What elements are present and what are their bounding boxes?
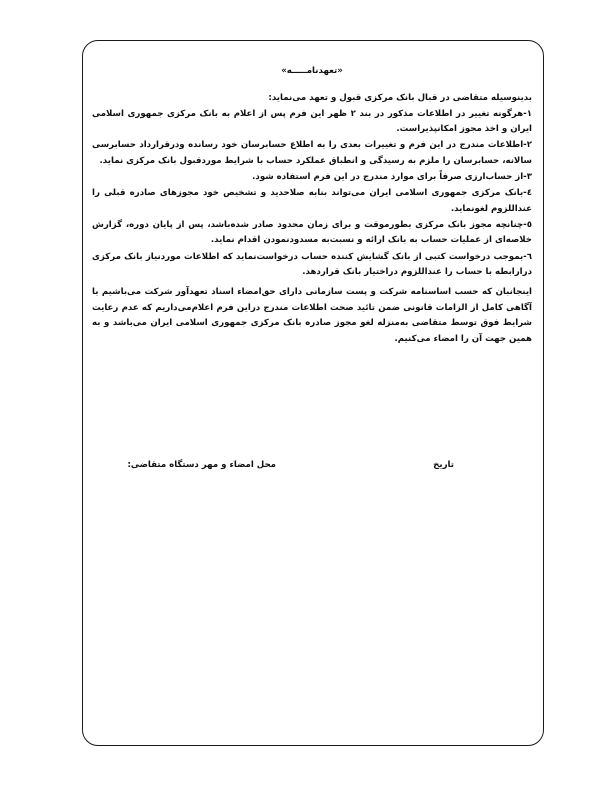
document-title: «تعهدنامـــــه» [281,66,343,76]
clause-4: ٤-بانک مرکزی جمهوری اسلامی ایران می‌تواند بنابه صلاحدید و تشخیص خود مجوزهای صادره قبلی را عنداللزوم لغونماید. [92,188,532,214]
signature-row [92,460,532,476]
clause-1: ۱-هرگونه تغییر در اطلاعات مذکور در بند ۲ ظهر این فرم پس از اعلام به بانک مرکزی جمهوری اسلامی ایران و اخذ مجوز امکانپذیراست. [92,108,532,135]
clause-2: ۲-اطلاعات مندرج در این فرم و تغییرات بعدی را به اطلاع حسابرسان خود رسانده ودرقرارداد حسابرسی سالانه، حسابرسان را ملزم به رسیدگی و انطباق عملکرد حساب با شرایط موردقبول بانک مرکزی نماید. [92,140,532,166]
intro-paragraph: بدینوسیله متقاضی در قبال بانک مرکزی قبول و تعهد می‌نماید: [268,92,532,103]
signature-stamp-label: محل امضاء و مهر دستگاه متقاضی: [127,460,276,470]
date-label: تاریخ [433,460,454,470]
commitment-letter [92,64,532,348]
clause-3: ۳-از حساب‌ارزی صرفاً برای موارد مندرج در این فرم استفاده شود. [252,172,532,183]
declaration-paragraph: اینجانبان که حسب اساسنامه شرکت و پست سازمانی دارای حق‌امضاء اسناد تعهدآور شرکت می‌باشیم با آگاهی کامل از الزامات قانونی ضمن تائید صحت اطلاعات مندرج دراین فرم اعلام‌می‌داریم که عدم رعایت شرایط فوق توسط متقاضی به‌منزله لغو مجوز صادره بانک مرکزی جمهوری اسلامی ایران می‌باشد و به همین جهت آن را امضاء می‌کنیم. [92,287,532,344]
clause-5: ٥-چنانچه مجوز بانک مرکزی بطورموقت و برای زمان محدود صادر شده‌باشد، پس از پایان دوره، گزارش خلاصه‌ای از عملیات حساب به بانک ارائه و نسبت‌به مسدودنمودن اقدام نماید. [92,219,532,246]
clause-6: ٦-بموجب درخواست کتبی از بانک گشایش کننده حساب درخواست‌نماید که اطلاعات موردنیاز بانک مرکزی درارابطه با حساب را عنداللزوم دراختیار بانک قراردهد. [92,251,532,278]
